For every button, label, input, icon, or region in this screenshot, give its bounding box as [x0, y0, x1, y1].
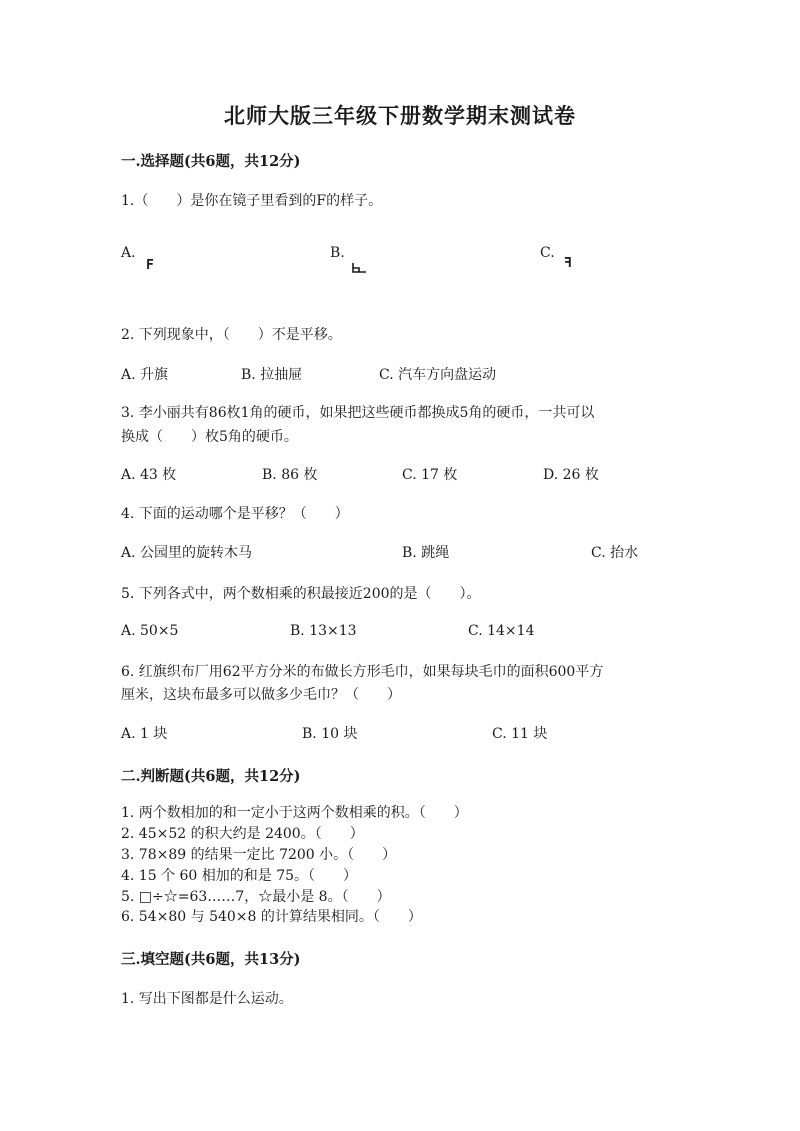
section-heading-choice: 一.选择题(共6题，共12分)	[121, 153, 301, 170]
question-2: 2. 下列现象中，（ ）不是平移。	[121, 327, 342, 343]
section-heading-fill: 三.填空题(共6题，共13分)	[121, 951, 301, 968]
fill-question-1: 1. 写出下图都是什么运动。	[121, 991, 293, 1007]
judge-item: 2. 45×52 的积大约是 2400。（ ）	[121, 826, 364, 842]
judge-item: 3. 78×89 的结果一定比 7200 小。（ ）	[121, 847, 397, 863]
judge-item: 4. 15 个 60 相加的和是 75。（ ）	[121, 868, 358, 884]
judge-item: 1. 两个数相加的和一定小于这两个数相乘的积。（ ）	[121, 805, 468, 821]
q1-option-a-label: A.	[121, 245, 136, 261]
section-heading-judge: 二.判断题(共6题，共12分)	[121, 768, 301, 785]
q3-option-d: D. 26 枚	[543, 467, 599, 483]
judge-item: 6. 54×80 与 540×8 的计算结果相同。（ ）	[121, 909, 422, 925]
q5-option-a: A. 50×5	[121, 623, 179, 639]
q1-option-c-label: C.	[540, 245, 555, 261]
q6-option-a: A. 1 块	[121, 726, 168, 742]
q3-option-b: B. 86 枚	[262, 467, 318, 483]
q4-option-c: C. 抬水	[591, 545, 639, 561]
question-6-line-2: 厘米，这块布最多可以做多少毛巾？（ ）	[121, 687, 401, 703]
q5-option-b: B. 13×13	[290, 623, 357, 639]
q2-option-a: A. 升旗	[121, 367, 169, 383]
q2-option-b: B. 拉抽屉	[241, 367, 303, 383]
question-3-line-2: 换成（ ）枚5角的硬币。	[121, 429, 298, 445]
q1-option-c-glyph: F	[564, 256, 572, 271]
question-4: 4. 下面的运动哪个是平移？（ ）	[121, 506, 349, 522]
q1-option-b-label: B.	[330, 245, 345, 261]
q3-option-a: A. 43 枚	[121, 467, 177, 483]
q4-option-b: B. 跳绳	[402, 545, 450, 561]
q1-option-b-glyph	[350, 262, 368, 274]
judge-item: 5. □÷☆=63……7，☆最小是 8。（ ）	[121, 889, 391, 905]
q1-option-a-glyph: F	[146, 258, 154, 273]
q6-option-b: B. 10 块	[302, 726, 358, 742]
question-1: 1.（ ）是你在镜子里看到的F的样子。	[121, 193, 383, 209]
question-3-line-1: 3. 李小丽共有86枚1角的硬币，如果把这些硬币都换成5角的硬币，一共可以	[121, 405, 595, 421]
q3-option-c: C. 17 枚	[402, 467, 458, 483]
question-5: 5. 下列各式中，两个数相乘的积最接近200的是（ ）。	[121, 586, 481, 602]
q5-option-c: C. 14×14	[468, 623, 535, 639]
q4-option-a: A. 公园里的旋转木马	[121, 545, 253, 561]
question-6-line-1: 6. 红旗织布厂用62平方分米的布做长方形毛巾，如果每块毛巾的面积600平方	[121, 664, 604, 680]
q2-option-c: C. 汽车方向盘运动	[379, 367, 497, 383]
q6-option-c: C. 11 块	[492, 726, 548, 742]
page-title: 北师大版三年级下册数学期末测试卷	[224, 103, 576, 128]
